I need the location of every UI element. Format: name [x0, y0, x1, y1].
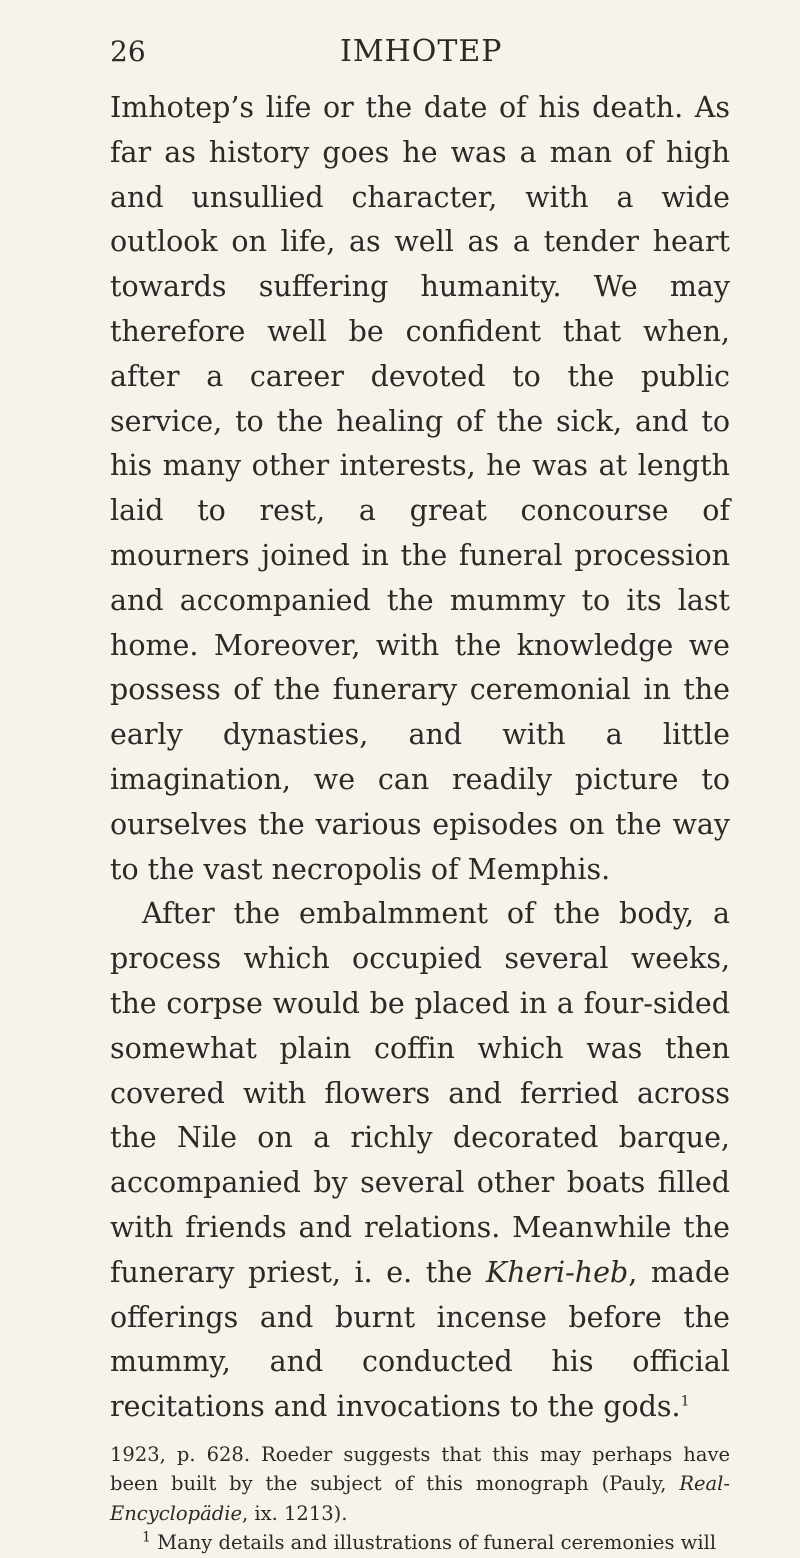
paragraph-1: Imhotep’s life or the date of his death. As far as history goes he was a man of high and unsullied character, with a wide outlook on life, as well as a tender heart towards suffering humanity. We may therefore well be confident that when, after a career devoted to the public service, to the healing of the sick, and to his many other interests, he was at length laid to rest, a great concourse of mourners joined in the funeral procession and accompanied the mummy to its last home. Moreover, with the knowledge we possess of the funerary ceremonial in the early dynasties, and with a little imagination, we can readily picture to ourselves the various episodes on the way to the vast necropolis of Memphis.	[110, 91, 730, 886]
continued-footnote-text-end: , ix. 1213).	[242, 1501, 348, 1525]
page-header	[110, 34, 730, 76]
footnote-reference: 1	[680, 1393, 690, 1410]
footnote-1-text: Many details and illustrations of funeral ceremonies will	[150, 1531, 717, 1555]
footnotes	[110, 1440, 730, 1558]
continued-footnote	[110, 1440, 730, 1529]
real-encyclopadie-title: Real-Encyclopädie	[110, 1472, 730, 1525]
paragraph-2-text-start: After the embalmment of the body, a process which occupied several weeks, the corpse would be placed in a four-sided somewhat plain coffin which was then covered with flowers and ferried across the Nile on a richly decorated barque, accompanied by several other boats filled with friends and relations. Meanwhile the funerary priest, i. e. the	[110, 897, 730, 1289]
paragraph-2-text-end: , made offerings and burnt incense before the mummy, and conducted his official recitations and invocations to the gods.	[110, 1255, 730, 1424]
kheri-heb-term: Kheri-heb	[485, 1255, 629, 1289]
paragraph-2	[110, 892, 730, 1430]
continued-footnote-text-start: 1923, p. 628. Roeder suggests that this may perhaps have been built by the subject of this monograph (Pauly,	[110, 1442, 730, 1496]
running-head: IMHOTEP	[340, 34, 503, 69]
page-number: 26	[110, 35, 146, 68]
main-text	[110, 86, 730, 1430]
footnote-1	[110, 1528, 730, 1558]
footnote-1-marker: 1	[142, 1529, 151, 1546]
